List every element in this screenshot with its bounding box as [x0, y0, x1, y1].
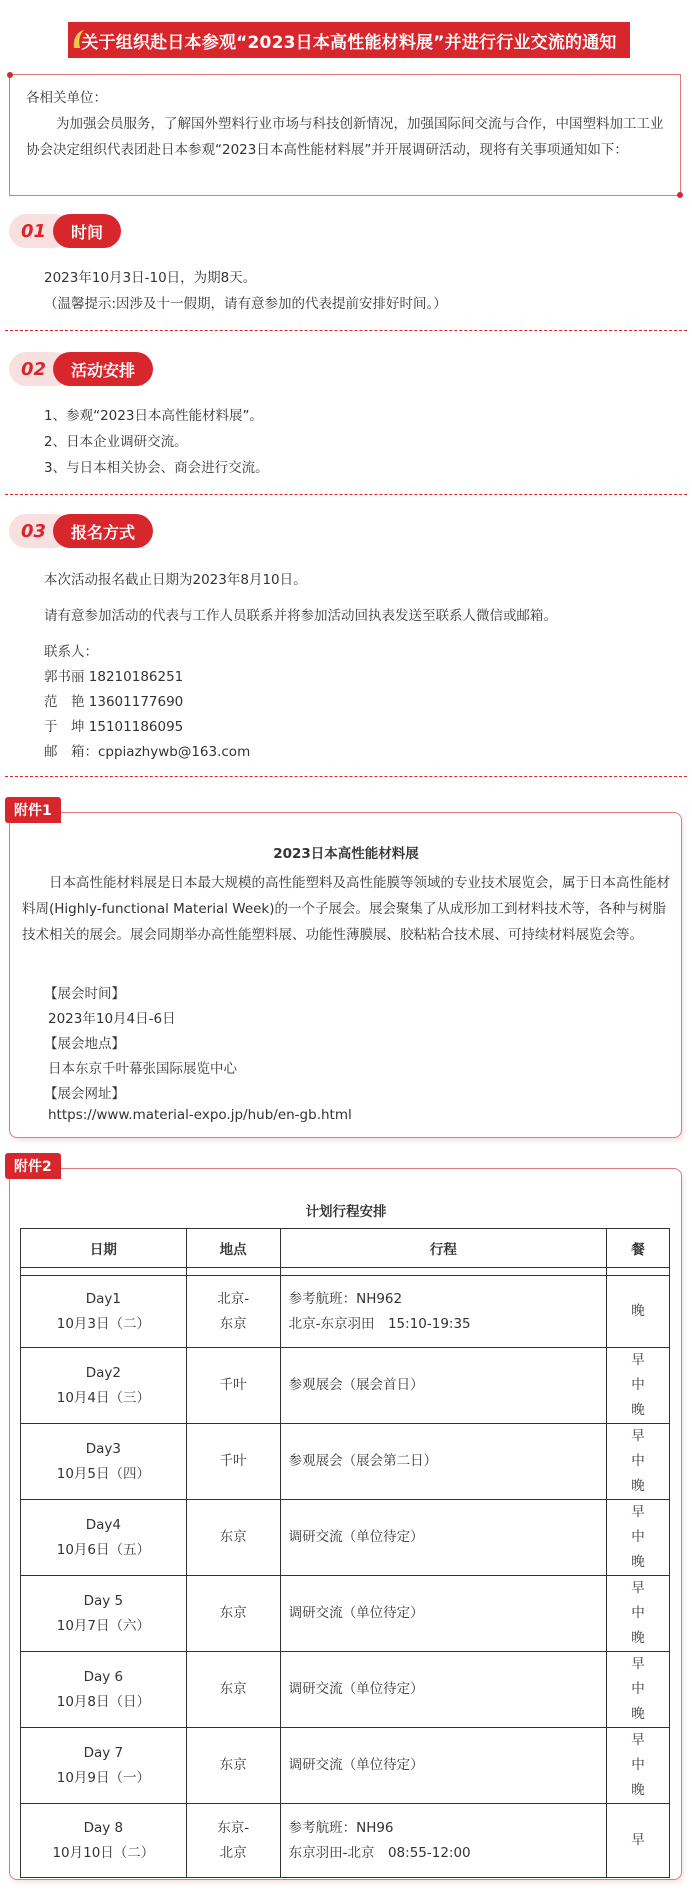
spacer-cell — [280, 1268, 606, 1276]
cell-date — [21, 1576, 187, 1652]
section-number: 01 — [9, 214, 71, 248]
meal-label: 早 — [631, 1580, 645, 1596]
section-label: 活动安排 — [53, 352, 153, 386]
time-line-1: 2023年10月3日-10日，为期8天。 — [44, 270, 257, 286]
cell-place — [186, 1348, 280, 1424]
contact-line: 于 坤 15101186095 — [44, 719, 184, 735]
meal-label: 中 — [631, 1453, 645, 1469]
cell-trip — [280, 1652, 606, 1728]
cell-date — [21, 1728, 187, 1804]
activity-item: 2、日本企业调研交流。 — [44, 434, 188, 450]
attachment-1-tag: 附件1 — [5, 797, 61, 823]
day-label: Day 7 — [83, 1744, 124, 1761]
attachment-1-title: 2023日本高性能材料展 — [273, 846, 419, 862]
cell-meal — [607, 1276, 670, 1348]
meal-label: 晚 — [631, 1782, 645, 1798]
cell-meal — [607, 1576, 670, 1652]
cell-date — [21, 1348, 187, 1424]
trip-label: 参观展会（展会第二日） — [288, 1453, 438, 1469]
cell-date — [21, 1804, 187, 1878]
registration-deadline: 本次活动报名截止日期为2023年8月10日。 — [44, 572, 307, 588]
cell-meal — [607, 1348, 670, 1424]
meal-label: 早 — [631, 1832, 645, 1848]
cell-place — [186, 1804, 280, 1878]
salutation: 各相关单位： — [26, 90, 107, 106]
trip-label: 调研交流（单位待定） — [288, 1605, 424, 1621]
cell-trip — [280, 1348, 606, 1424]
intro-body: 为加强会员服务，了解国外塑料行业市场与科技创新情况，加强国际间交流与合作，中国塑料加工工业协会决定组织代表团赴日本参观“2023日本高性能材料展”并开展调研活动，现将有关事项通知如下： — [26, 116, 664, 158]
cell-meal — [607, 1424, 670, 1500]
meal-label: 晚 — [631, 1706, 645, 1722]
table-row — [21, 1500, 670, 1576]
cell-place — [186, 1576, 280, 1652]
place-label: 东京 — [219, 1315, 247, 1332]
day-label: Day2 — [85, 1364, 121, 1381]
contact-line: 范 艳 13601177690 — [44, 694, 184, 710]
spacer-cell — [186, 1268, 280, 1276]
trip-label: 参考航班：NH962 — [288, 1290, 403, 1307]
section-label: 时间 — [53, 214, 121, 248]
cell-trip — [280, 1576, 606, 1652]
trip-label: 调研交流（单位待定） — [288, 1757, 424, 1773]
expo-url-value: https://www.material-expo.jp/hub/en-gb.html — [48, 1107, 352, 1123]
table-row — [21, 1276, 670, 1348]
title-banner — [68, 22, 630, 58]
header-place: 地点 — [186, 1229, 280, 1268]
page-title: 关于组织赴日本参观“2023日本高性能材料展”并进行行业交流的通知 — [81, 32, 617, 53]
section-header-activities — [9, 352, 149, 386]
table-row — [21, 1652, 670, 1728]
place-label: 东京 — [219, 1529, 247, 1545]
cell-trip — [280, 1276, 606, 1348]
day-label: Day3 — [85, 1440, 121, 1457]
corner-dot — [677, 192, 683, 198]
meal-label: 早 — [631, 1428, 645, 1444]
table-row — [21, 1728, 670, 1804]
place-label: 东京- — [217, 1819, 250, 1836]
expo-time-value: 2023年10月4日-6日 — [48, 1011, 176, 1027]
spacer-cell — [21, 1268, 187, 1276]
meal-label: 早 — [631, 1352, 645, 1368]
day-label: Day4 — [85, 1516, 121, 1533]
cell-place — [186, 1276, 280, 1348]
attachment-2-tag: 附件2 — [5, 1153, 61, 1179]
attachment-2-title: 计划行程安排 — [305, 1204, 387, 1220]
section-header-time — [9, 214, 149, 248]
cell-meal — [607, 1804, 670, 1878]
table-row — [21, 1348, 670, 1424]
trip-label: 北京-东京羽田 15:10-19:35 — [288, 1315, 471, 1332]
table-header-row — [21, 1229, 670, 1268]
date-label: 10月3日（二） — [56, 1315, 151, 1332]
time-line-2: （温馨提示:因涉及十一假期，请有意参加的代表提前安排好时间。） — [44, 296, 447, 312]
date-label: 10月6日（五） — [56, 1541, 151, 1558]
header-date: 日期 — [21, 1229, 187, 1268]
cell-meal — [607, 1500, 670, 1576]
trip-label: 参考航班：NH96 — [288, 1819, 394, 1836]
section-label: 报名方式 — [53, 514, 153, 548]
cell-meal — [607, 1652, 670, 1728]
table-spacer — [21, 1268, 670, 1276]
expo-url-label: 【展会网址】 — [44, 1086, 125, 1102]
meal-label: 早 — [631, 1504, 645, 1520]
contact-email: 邮 箱：cppiazhywb@163.com — [44, 744, 251, 760]
divider — [5, 776, 687, 777]
cell-place — [186, 1500, 280, 1576]
place-label: 北京- — [217, 1290, 250, 1307]
cell-date — [21, 1424, 187, 1500]
date-label: 10月5日（四） — [56, 1465, 151, 1482]
trip-label: 调研交流（单位待定） — [288, 1681, 424, 1697]
cell-place — [186, 1652, 280, 1728]
meal-label: 中 — [631, 1681, 645, 1697]
expo-time-label: 【展会时间】 — [44, 986, 125, 1002]
section-number: 03 — [9, 514, 71, 548]
date-label: 10月10日（二） — [52, 1844, 155, 1861]
section-number: 02 — [9, 352, 71, 386]
cell-trip — [280, 1424, 606, 1500]
table-row — [21, 1804, 670, 1878]
divider — [5, 494, 687, 495]
intro-box — [9, 74, 681, 196]
divider — [5, 330, 687, 331]
cell-trip — [280, 1500, 606, 1576]
contact-label: 联系人： — [44, 644, 98, 660]
schedule-table — [20, 1228, 670, 1878]
meal-label: 早 — [631, 1732, 645, 1748]
meal-label: 晚 — [631, 1478, 645, 1494]
meal-label: 晚 — [631, 1554, 645, 1570]
spacer-cell — [607, 1268, 670, 1276]
registration-instruction: 请有意参加活动的代表与工作人员联系并将参加活动回执表发送至联系人微信或邮箱。 — [44, 608, 557, 624]
activity-item: 3、与日本相关协会、商会进行交流。 — [44, 460, 269, 476]
meal-label: 中 — [631, 1377, 645, 1393]
day-label: Day 5 — [83, 1592, 124, 1609]
day-label: Day1 — [85, 1290, 121, 1307]
trip-label: 调研交流（单位待定） — [288, 1529, 424, 1545]
attachment-1-body: 日本高性能材料展是日本最大规模的高性能塑料及高性能膜等领域的专业技术展览会，属于日本高性能材料周(Highly-functional Material Week)的一个子展会。展会聚集了从成形加工到材料技术等，各种与树脂技术相关的展会。展会同期举办高性能塑料展、功能性薄膜展、胶粘粘合技术展、可持续材料展览会等。 — [22, 875, 670, 943]
day-label: Day 6 — [83, 1668, 124, 1685]
cell-date — [21, 1500, 187, 1576]
meal-label: 早 — [631, 1656, 645, 1672]
cell-date — [21, 1652, 187, 1728]
date-label: 10月9日（一） — [56, 1769, 151, 1786]
meal-label: 中 — [631, 1529, 645, 1545]
place-label: 千叶 — [219, 1377, 247, 1393]
contact-line: 郭书丽 18210186251 — [44, 669, 184, 685]
header-meal: 餐 — [607, 1229, 670, 1268]
party-flag-icon — [72, 28, 86, 50]
cell-meal — [607, 1728, 670, 1804]
meal-label: 晚 — [631, 1303, 645, 1319]
day-label: Day 8 — [83, 1819, 124, 1836]
meal-label: 晚 — [631, 1402, 645, 1418]
activity-item: 1、参观“2023日本高性能材料展”。 — [44, 408, 263, 424]
place-label: 东京 — [219, 1757, 247, 1773]
meal-label: 中 — [631, 1757, 645, 1773]
expo-place-label: 【展会地点】 — [44, 1036, 125, 1052]
place-label: 东京 — [219, 1605, 247, 1621]
date-label: 10月8日（日） — [56, 1693, 151, 1710]
table-row — [21, 1576, 670, 1652]
cell-place — [186, 1424, 280, 1500]
table-row — [21, 1424, 670, 1500]
cell-date — [21, 1276, 187, 1348]
trip-label: 参观展会（展会首日） — [288, 1377, 424, 1393]
date-label: 10月7日（六） — [56, 1617, 151, 1634]
meal-label: 晚 — [631, 1630, 645, 1646]
place-label: 千叶 — [219, 1453, 247, 1469]
date-label: 10月4日（三） — [56, 1389, 151, 1406]
place-label: 东京 — [219, 1681, 247, 1697]
section-header-registration — [9, 514, 149, 548]
corner-dot — [7, 72, 13, 78]
cell-trip — [280, 1728, 606, 1804]
expo-place-value: 日本东京千叶幕张国际展览中心 — [48, 1061, 237, 1077]
cell-place — [186, 1728, 280, 1804]
header-trip: 行程 — [280, 1229, 606, 1268]
place-label: 北京 — [219, 1844, 247, 1861]
trip-label: 东京羽田-北京 08:55-12:00 — [288, 1844, 471, 1861]
cell-trip — [280, 1804, 606, 1878]
meal-label: 中 — [631, 1605, 645, 1621]
